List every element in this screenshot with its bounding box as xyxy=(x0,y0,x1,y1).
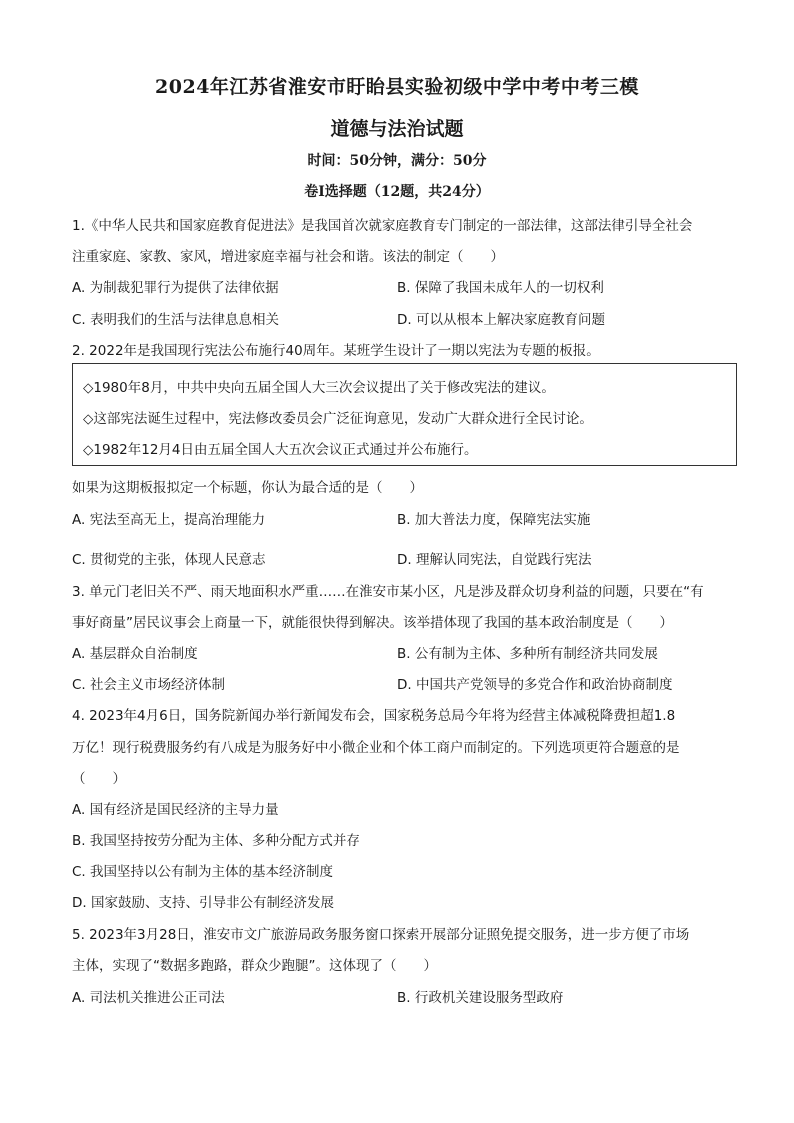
q2-material-item: ◇这部宪法诞生过程中，宪法修改委员会广泛征询意见，发动广大群众进行全民讨论。 xyxy=(83,411,593,427)
exam-subject: 道德与法治试题 xyxy=(330,118,464,140)
q5-stem-line2: 主体，实现了“数据多跑路，群众少跑腿”。这体现了（ ） xyxy=(72,958,437,974)
q5-stem-line1: 5. 2023年3月28日，淮安市文广旅游局政务服务窗口探索开展部分证照免提交服务，进一步方便了市场 xyxy=(72,927,690,943)
q1-option-d: D. 可以从根本上解决家庭教育问题 xyxy=(397,312,605,328)
time-info: 时间：50分钟，满分：50分 xyxy=(307,153,487,169)
q3-option-b: B. 公有制为主体、多种所有制经济共同发展 xyxy=(397,646,658,662)
q2-stem: 2. 2022年是我国现行宪法公布施行40周年。某班学生设计了一期以宪法为专题的板报。 xyxy=(72,343,600,359)
q1-option-b: B. 保障了我国未成年人的一切权利 xyxy=(397,280,604,296)
q4-stem-line2: 万亿！现行税费服务约有八成是为服务好中小微企业和个体工商户而制定的。下列选项更符合题意的是 xyxy=(72,740,680,756)
q4-option-a: A. 国有经济是国民经济的主导力量 xyxy=(72,802,279,818)
q4-option-b: B. 我国坚持按劳分配为主体、多种分配方式并存 xyxy=(72,833,360,849)
q3-stem-line2: 事好商量”居民议事会上商量一下，就能很快得到解决。该举措体现了我国的基本政治制度是（ ） xyxy=(72,615,673,631)
q5-option-a: A. 司法机关推进公正司法 xyxy=(72,990,225,1006)
q3-option-a: A. 基层群众自治制度 xyxy=(72,646,198,662)
q3-option-c: C. 社会主义市场经济体制 xyxy=(72,677,226,693)
q1-stem-line1: 1.《中华人民共和国家庭教育促进法》是我国首次就家庭教育专门制定的一部法律，这部法律引导全社会 xyxy=(72,218,693,234)
q2-material-box xyxy=(72,363,737,466)
q1-option-a: A. 为制裁犯罪行为提供了法律依据 xyxy=(72,280,279,296)
q2-question: 如果为这期板报拟定一个标题，你认为最合适的是（ ） xyxy=(72,480,423,496)
q1-stem-line2: 注重家庭、家教、家风，增进家庭幸福与社会和谐。该法的制定（ ） xyxy=(72,249,504,265)
q2-option-a: A. 宪法至高无上，提高治理能力 xyxy=(72,512,266,528)
q2-material-item: ◇1980年8月，中共中央向五届全国人大三次会议提出了关于修改宪法的建议。 xyxy=(83,380,555,396)
q2-option-b: B. 加大普法力度，保障宪法实施 xyxy=(397,512,591,528)
q2-option-d: D. 理解认同宪法，自觉践行宪法 xyxy=(397,552,592,568)
q3-stem-line1: 3. 单元门老旧关不严、雨天地面积水严重……在淮安市某小区，凡是涉及群众切身利益的问题，只要在“有 xyxy=(72,584,704,600)
section-heading: 卷Ⅰ选择题（12题，共24分） xyxy=(304,184,490,200)
q4-stem-line3: （ ） xyxy=(72,771,126,787)
q3-option-d: D. 中国共产党领导的多党合作和政治协商制度 xyxy=(397,677,673,693)
q4-stem-line1: 4. 2023年4月6日，国务院新闻办举行新闻发布会，国家税务总局今年将为经营主体减税降费担超1.8 xyxy=(72,708,676,724)
q4-option-d: D. 国家鼓励、支持、引导非公有制经济发展 xyxy=(72,895,334,911)
q4-option-c: C. 我国坚持以公有制为主体的基本经济制度 xyxy=(72,864,334,880)
q2-option-c: C. 贯彻党的主张，体现人民意志 xyxy=(72,552,266,568)
q5-option-b: B. 行政机关建设服务型政府 xyxy=(397,990,564,1006)
q1-option-c: C. 表明我们的生活与法律息息相关 xyxy=(72,312,280,328)
q2-material-item: ◇1982年12月4日由五届全国人大五次会议正式通过并公布施行。 xyxy=(83,442,478,458)
exam-title: 2024年江苏省淮安市盱眙县实验初级中学中考中考三模 xyxy=(155,76,639,98)
